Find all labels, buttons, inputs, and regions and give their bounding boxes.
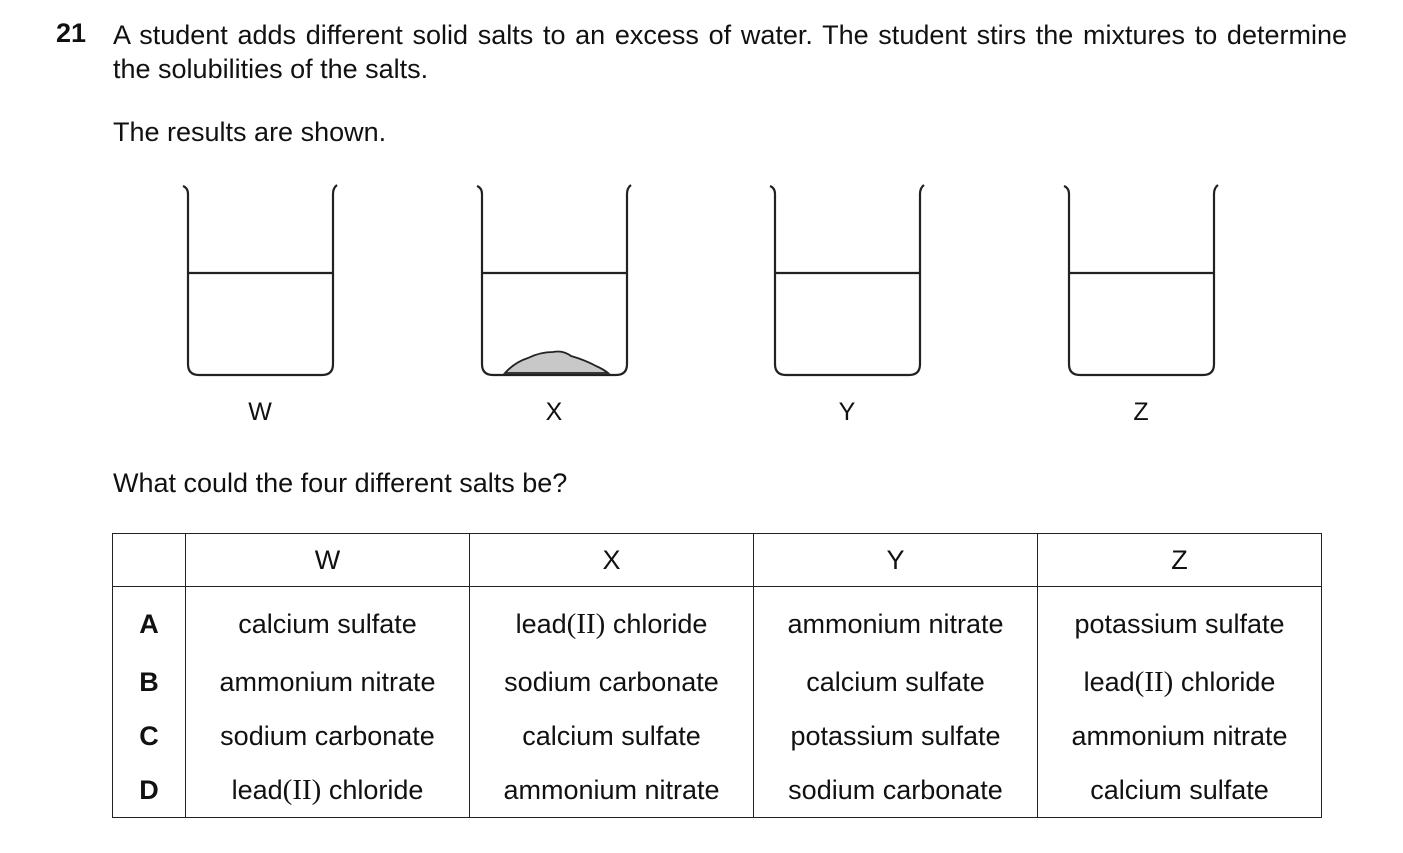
option-row-d[interactable] — [113, 763, 1322, 818]
table-cell: lead(II) chloride — [186, 763, 470, 818]
option-key[interactable]: D — [113, 763, 186, 818]
option-row-a[interactable] — [113, 587, 1322, 656]
table-cell: sodium carbonate — [186, 709, 470, 763]
table-cell: calcium sulfate — [470, 709, 754, 763]
table-cell: calcium sulfate — [186, 587, 470, 656]
header-x: X — [470, 534, 754, 587]
question-number: 21 — [56, 18, 87, 48]
header-z: Z — [1038, 534, 1322, 587]
table-cell: potassium sulfate — [1038, 587, 1322, 656]
answer-options-table — [112, 533, 1322, 818]
beaker-label-z: Z — [1133, 398, 1149, 426]
option-key[interactable]: A — [113, 587, 186, 656]
beaker-w — [183, 185, 337, 375]
table-cell: lead(II) chloride — [1038, 655, 1322, 709]
header-y: Y — [754, 534, 1038, 587]
table-header-row — [113, 534, 1322, 587]
table-cell: calcium sulfate — [1038, 763, 1322, 818]
results-text: The results are shown. — [113, 117, 387, 147]
header-key — [113, 534, 186, 587]
table-cell: ammonium nitrate — [470, 763, 754, 818]
oxidation-state: (II) — [566, 607, 606, 640]
table-cell: ammonium nitrate — [186, 655, 470, 709]
beaker-x — [477, 185, 631, 375]
beaker-z — [1064, 185, 1218, 375]
question-stem: A student adds different solid salts to an excess of water. The student stirs the mixtures to determine the solubilities of the salts. — [113, 20, 1347, 84]
beaker-label-w: W — [248, 398, 272, 426]
table-cell: potassium sulfate — [754, 709, 1038, 763]
option-key[interactable]: B — [113, 655, 186, 709]
table-cell: sodium carbonate — [754, 763, 1038, 818]
oxidation-state: (II) — [282, 773, 322, 806]
question-prompt: What could the four different salts be? — [113, 468, 568, 498]
table-cell: lead(II) chloride — [470, 587, 754, 656]
option-row-b[interactable] — [113, 655, 1322, 709]
beaker-label-x: X — [545, 398, 563, 426]
oxidation-state: (II) — [1134, 665, 1174, 698]
table-cell: calcium sulfate — [754, 655, 1038, 709]
table-cell: sodium carbonate — [470, 655, 754, 709]
beaker-y — [770, 185, 924, 375]
header-w: W — [186, 534, 470, 587]
table-cell: ammonium nitrate — [1038, 709, 1322, 763]
option-key[interactable]: C — [113, 709, 186, 763]
beakers-diagram — [0, 0, 1403, 400]
option-row-c[interactable] — [113, 709, 1322, 763]
table-cell: ammonium nitrate — [754, 587, 1038, 656]
beaker-label-y: Y — [838, 398, 856, 426]
undissolved-solid — [505, 352, 608, 374]
